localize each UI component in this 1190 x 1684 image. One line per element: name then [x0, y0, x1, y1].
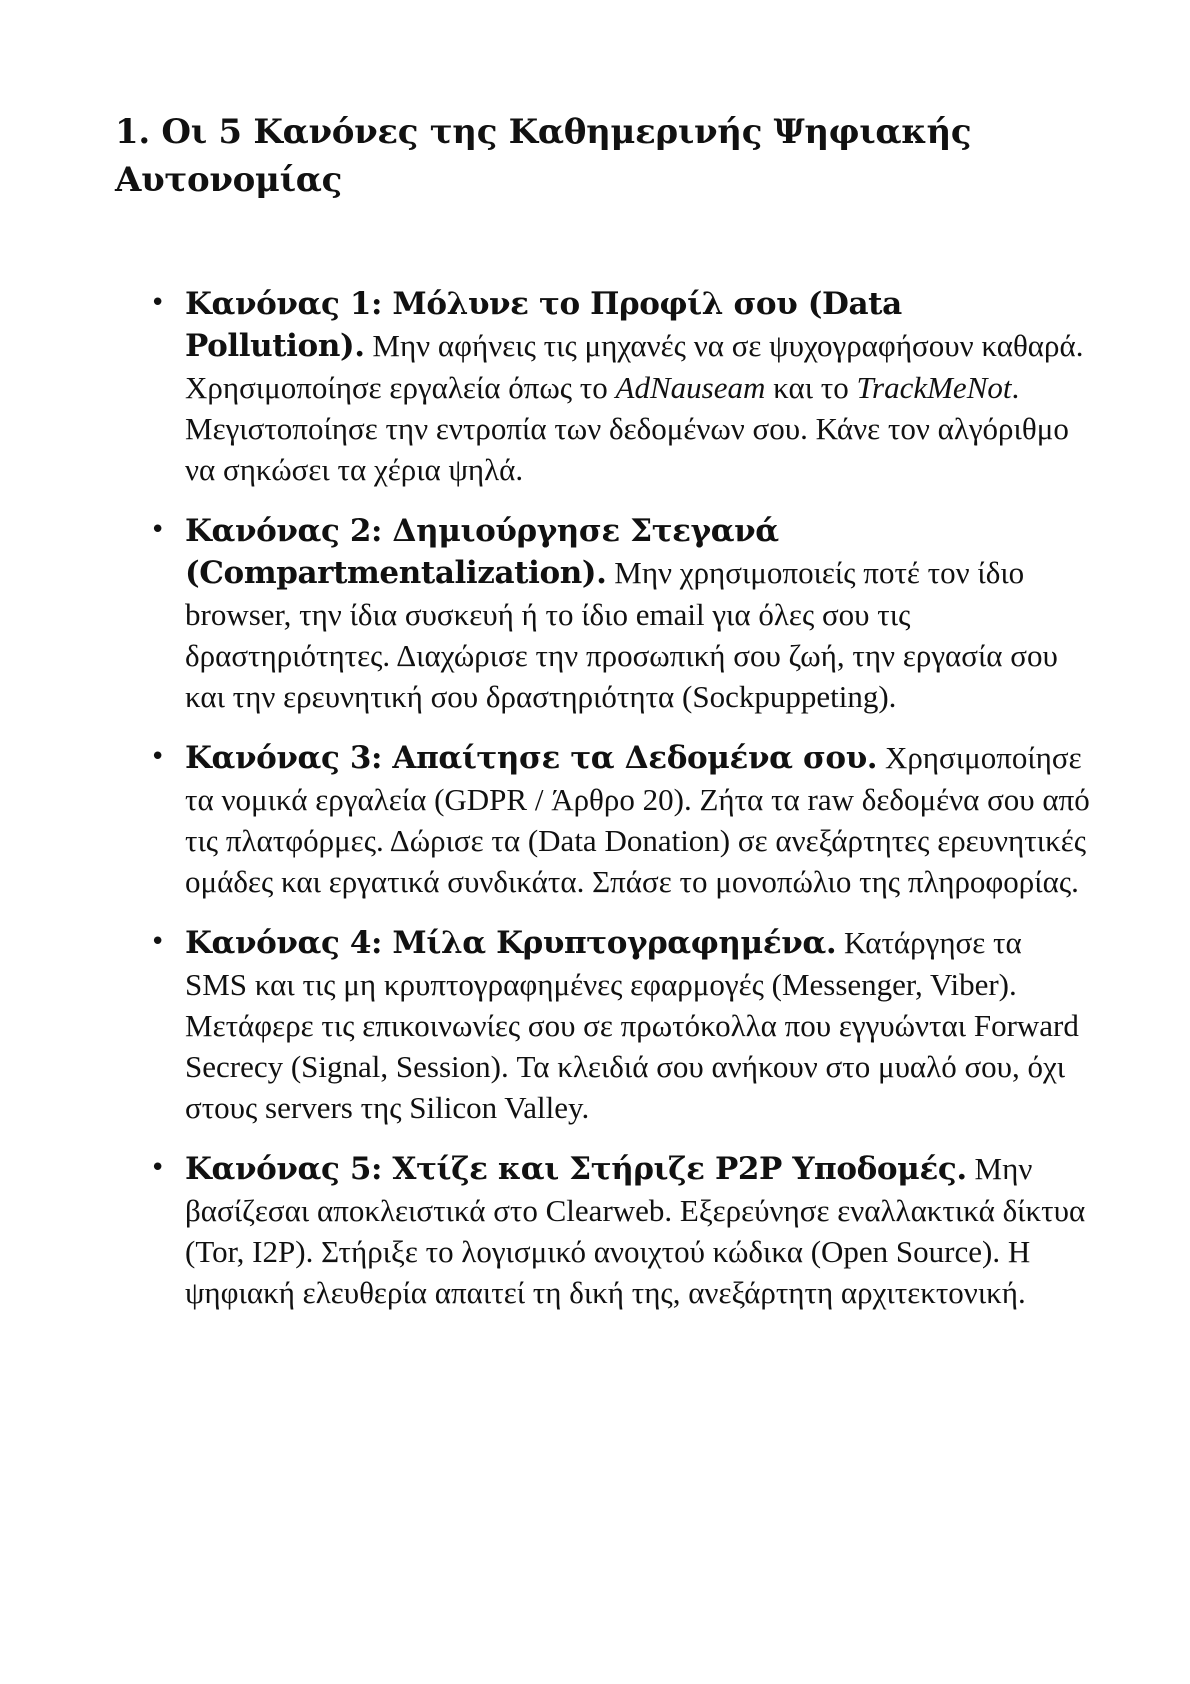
rule-text-part: και το [765, 370, 857, 405]
document-title: 1. Οι 5 Κανόνες της Καθημερινής Ψηφιακής Αυτονομίας [115, 112, 972, 200]
rule-italic-term: TrackMeNot [856, 370, 1012, 405]
bullet-icon: • [150, 927, 166, 957]
list-item [150, 1148, 1090, 1313]
bullet-icon: • [150, 742, 166, 772]
list-item [150, 922, 1090, 1128]
bullet-icon: • [150, 1153, 166, 1183]
list-item [150, 737, 1090, 902]
rule-text-part: . Μεγιστοποίησε την εντροπία των δεδομένων σου. Κάνε τον αλγόριθμο να σηκώσει τα χέρια ψηλά. [185, 370, 1069, 487]
rule-heading: Κανόνας 1: Μόλυνε το Προφίλ σου (Data Pollution). [185, 286, 902, 364]
rule-heading: Κανόνας 2: Δημιούργησε Στεγανά (Compartmentalization). [185, 513, 779, 591]
rule-text-part: Μην αφήνεις τις μηχανές να σε ψυχογραφήσουν καθαρά. Χρησιμοποίησε εργαλεία όπως το [185, 328, 1084, 405]
bullet-icon: • [150, 515, 166, 545]
rule-text: Χρησιμοποίησε τα νομικά εργαλεία (GDPR / Άρθρο 20). Ζήτα τα raw δεδομένα σου από τις πλατφόρμες. Δώρισε τα (Data Donation) σε ανεξάρτητες ερευνητικές ομάδες και εργατικά συνδικάτα. Σπάσε το μονοπώλιο της πληροφορίας. [185, 740, 1090, 899]
rule-heading: Κανόνας 5: Χτίζε και Στήριζε P2P Υποδομές. [185, 1151, 967, 1187]
rule-text: Κατάργησε τα SMS και τις μη κρυπτογραφημένες εφαρμογές (Messenger, Viber). Μετάφερε τις επικοινωνίες σου σε πρωτόκολλα που εγγυώνται Forward Secrecy (Signal, Session). Τα κλειδιά σου ανήκουν στο μυαλό σου, όχι στους servers της Silicon Valley. [185, 925, 1079, 1125]
list-item [150, 510, 1090, 717]
rule-text: Μην χρησιμοποιείς ποτέ τον ίδιο browser, την ίδια συσκευή ή το ίδιο email για όλες σου τις δραστηριότητες. Διαχώρισε την προσωπική σου ζωή, την εργασία σου και την ερευνητική σου δραστηριότητα (Sockpuppeting). [185, 555, 1058, 714]
rule-heading: Κανόνας 4: Μίλα Κρυπτογραφημένα. [185, 925, 837, 961]
rule-heading: Κανόνας 3: Απαίτησε τα Δεδομένα σου. [185, 740, 878, 776]
rule-italic-term: AdNauseam [615, 370, 766, 405]
rule-text: Μην βασίζεσαι αποκλειστικά στο Clearweb. Εξερεύνησε εναλλακτικά δίκτυα (Tor, I2P). Στήριξε το λογισμικό ανοιχτού κώδικα (Open Source). Η ψηφιακή ελευθερία απαιτεί τη δική της, ανεξάρτητη αρχιτεκτονική. [185, 1151, 1086, 1310]
list-item [150, 283, 1090, 490]
bullet-icon: • [150, 288, 166, 318]
rules-list [150, 283, 1090, 1333]
